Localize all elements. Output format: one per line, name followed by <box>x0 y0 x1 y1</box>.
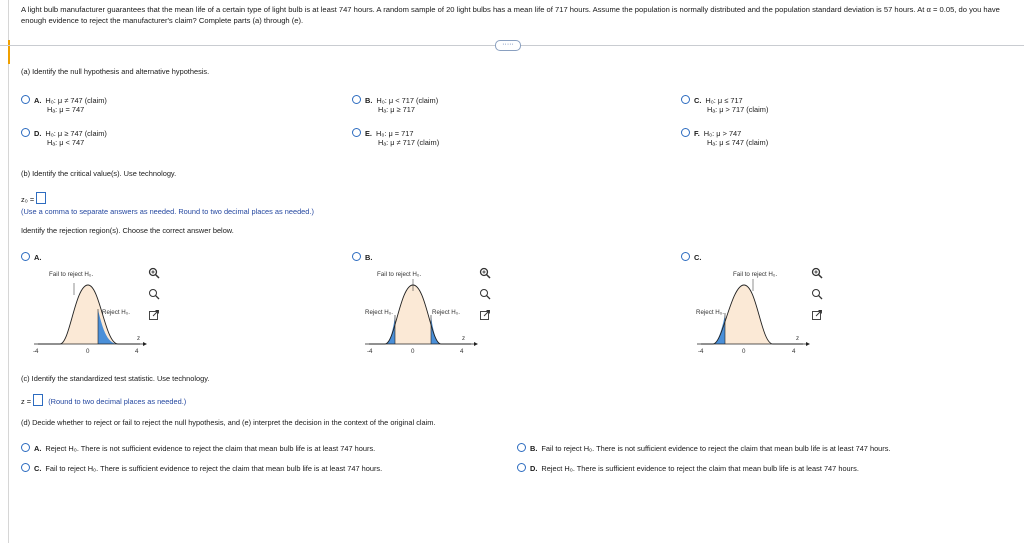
radio-e[interactable] <box>352 128 361 137</box>
graph-b-tools <box>479 267 491 330</box>
region-prompt: Identify the rejection region(s). Choose the correct answer below. <box>21 226 234 235</box>
expand-button[interactable]: ····· <box>495 40 521 51</box>
radio-d[interactable] <box>21 128 30 137</box>
graph-option-a[interactable] <box>21 252 45 262</box>
axis-label: z <box>796 335 800 342</box>
axis-arrow <box>806 342 810 346</box>
graph-c <box>693 265 813 365</box>
z0-row <box>21 192 46 204</box>
zoom-in-icon[interactable] <box>479 267 491 279</box>
option-letter: C. <box>694 96 702 105</box>
part-c-prompt: (c) Identify the standardized test statistic. Use technology. <box>21 374 210 383</box>
ha-text: Hₐ: μ = 747 <box>47 105 85 114</box>
graph-option-b[interactable] <box>352 252 376 262</box>
radio-decision-b[interactable] <box>517 443 526 452</box>
tick-mid: 0 <box>86 348 90 355</box>
question-text: A light bulb manufacturer guarantees that the mean life of a certain type of light bulb is at least 747 hours. A random sample of 20 light bulbs has a mean life of 717 hours. Assume the population is normally distributed and the population standard deviation is 57 hours. At α = 0.05, do you have enough evidence to reject the manufacturer's claim? Complete parts (a) through (e). <box>21 5 1000 25</box>
part-b-prompt: (b) Identify the critical value(s). Use technology. <box>21 169 177 178</box>
part-a-prompt: (a) Identify the null hypothesis and alternative hypothesis. <box>21 67 210 76</box>
radio-f[interactable] <box>681 128 690 137</box>
option-e-hyp[interactable] <box>352 128 439 147</box>
option-letter: A. <box>34 444 42 453</box>
radio-graph-a[interactable] <box>21 252 30 261</box>
reject-region <box>713 315 725 344</box>
option-letter: B. <box>530 444 538 453</box>
ha-text: Hₐ: μ ≤ 747 (claim) <box>707 138 769 147</box>
left-gutter <box>8 0 9 543</box>
option-d-hyp[interactable] <box>21 128 107 147</box>
option-letter: D. <box>530 464 538 473</box>
zoom-out-icon[interactable] <box>479 288 491 300</box>
h0-text: H₀: μ ≤ 717 <box>705 96 743 105</box>
option-letter: E. <box>365 129 372 138</box>
tick-right: 4 <box>460 348 464 355</box>
active-marker <box>8 40 10 64</box>
radio-c[interactable] <box>681 95 690 104</box>
reject-label: Reject H₀. <box>696 309 725 316</box>
popout-icon[interactable] <box>479 309 491 321</box>
z-label: z = <box>21 397 32 406</box>
h0-text: H₀: μ < 717 (claim) <box>376 96 439 105</box>
radio-decision-c[interactable] <box>21 463 30 472</box>
graph-letter: C. <box>694 253 702 262</box>
ha-text: Hₐ: μ < 747 <box>47 138 85 147</box>
axis-label: z <box>462 335 466 342</box>
ha-text: Hₐ: μ ≠ 717 (claim) <box>378 138 440 147</box>
decision-option-a[interactable] <box>21 443 375 453</box>
tick-left: -4 <box>367 348 373 355</box>
part-c-note: (Round to two decimal places as needed.) <box>48 397 187 406</box>
axis-arrow <box>143 342 147 346</box>
option-letter: F. <box>694 129 700 138</box>
h0-text: H₀: μ ≥ 747 (claim) <box>45 129 107 138</box>
option-letter: D. <box>34 129 42 138</box>
graph-b <box>361 265 481 365</box>
tick-mid: 0 <box>742 348 746 355</box>
graph-c-tools <box>811 267 823 330</box>
z0-label: z₀ = <box>21 195 35 204</box>
radio-graph-b[interactable] <box>352 252 361 261</box>
graph-a-tools <box>148 267 160 330</box>
part-de-prompt: (d) Decide whether to reject or fail to reject the null hypothesis, and (e) interpret the decision in the context of the original claim. <box>21 418 436 427</box>
option-text: Fail to reject H₀. There is not sufficient evidence to reject the claim that mean bulb life is at least 747 hours. <box>541 444 891 453</box>
option-letter: C. <box>34 464 42 473</box>
decision-option-d[interactable] <box>517 463 859 473</box>
option-f-hyp[interactable] <box>681 128 768 147</box>
axis-arrow <box>474 342 478 346</box>
fail-label: Fail to reject H₀. <box>377 271 422 278</box>
popout-icon[interactable] <box>811 309 823 321</box>
z0-input[interactable] <box>36 192 46 204</box>
part-b-note: (Use a comma to separate answers as needed. Round to two decimal places as needed.) <box>21 207 314 216</box>
h0-text: H₀: μ = 717 <box>375 129 414 138</box>
radio-decision-a[interactable] <box>21 443 30 452</box>
radio-a[interactable] <box>21 95 30 104</box>
zoom-in-icon[interactable] <box>148 267 160 279</box>
graph-letter: A. <box>34 253 42 262</box>
zoom-out-icon[interactable] <box>811 288 823 300</box>
ha-text: Hₐ: μ > 717 (claim) <box>707 105 769 114</box>
z-row <box>21 394 186 406</box>
z-input[interactable] <box>33 394 43 406</box>
tick-mid: 0 <box>411 348 415 355</box>
option-a-hyp[interactable] <box>21 95 107 114</box>
option-text: Fail to reject H₀. There is sufficient evidence to reject the claim that mean bulb life is at least 747 hours. <box>45 464 383 473</box>
popout-icon[interactable] <box>148 309 160 321</box>
reject-label: Reject H₀. <box>102 309 131 316</box>
graph-a <box>30 265 150 365</box>
reject-label-left: Reject H₀. <box>365 309 394 316</box>
zoom-in-icon[interactable] <box>811 267 823 279</box>
radio-graph-c[interactable] <box>681 252 690 261</box>
option-text: Reject H₀. There is not sufficient evidence to reject the claim that mean bulb life is at least 747 hours. <box>45 444 376 453</box>
graph-option-c[interactable] <box>681 252 705 262</box>
fail-label: Fail to reject H₀. <box>733 271 778 278</box>
tick-right: 4 <box>135 348 139 355</box>
option-letter: A. <box>34 96 42 105</box>
decision-option-c[interactable] <box>21 463 382 473</box>
h0-text: H₀: μ > 747 <box>703 129 742 138</box>
ha-text: Hₐ: μ ≥ 717 <box>378 105 415 114</box>
option-c-hyp[interactable] <box>681 95 768 114</box>
axis-label: z <box>137 335 141 342</box>
tick-left: -4 <box>698 348 704 355</box>
reject-label-right: Reject H₀. <box>432 309 461 316</box>
fail-label: Fail to reject H₀. <box>49 271 94 278</box>
option-text: Reject H₀. There is sufficient evidence to reject the claim that mean bulb life is at least 747 hours. <box>541 464 859 473</box>
graph-letter: B. <box>365 253 373 262</box>
zoom-out-icon[interactable] <box>148 288 160 300</box>
h0-text: H₀: μ ≠ 747 (claim) <box>45 96 107 105</box>
option-letter: B. <box>365 96 373 105</box>
tick-right: 4 <box>792 348 796 355</box>
decision-option-b[interactable] <box>517 443 891 453</box>
radio-decision-d[interactable] <box>517 463 526 472</box>
tick-left: -4 <box>33 348 39 355</box>
radio-b[interactable] <box>352 95 361 104</box>
option-b-hyp[interactable] <box>352 95 438 114</box>
